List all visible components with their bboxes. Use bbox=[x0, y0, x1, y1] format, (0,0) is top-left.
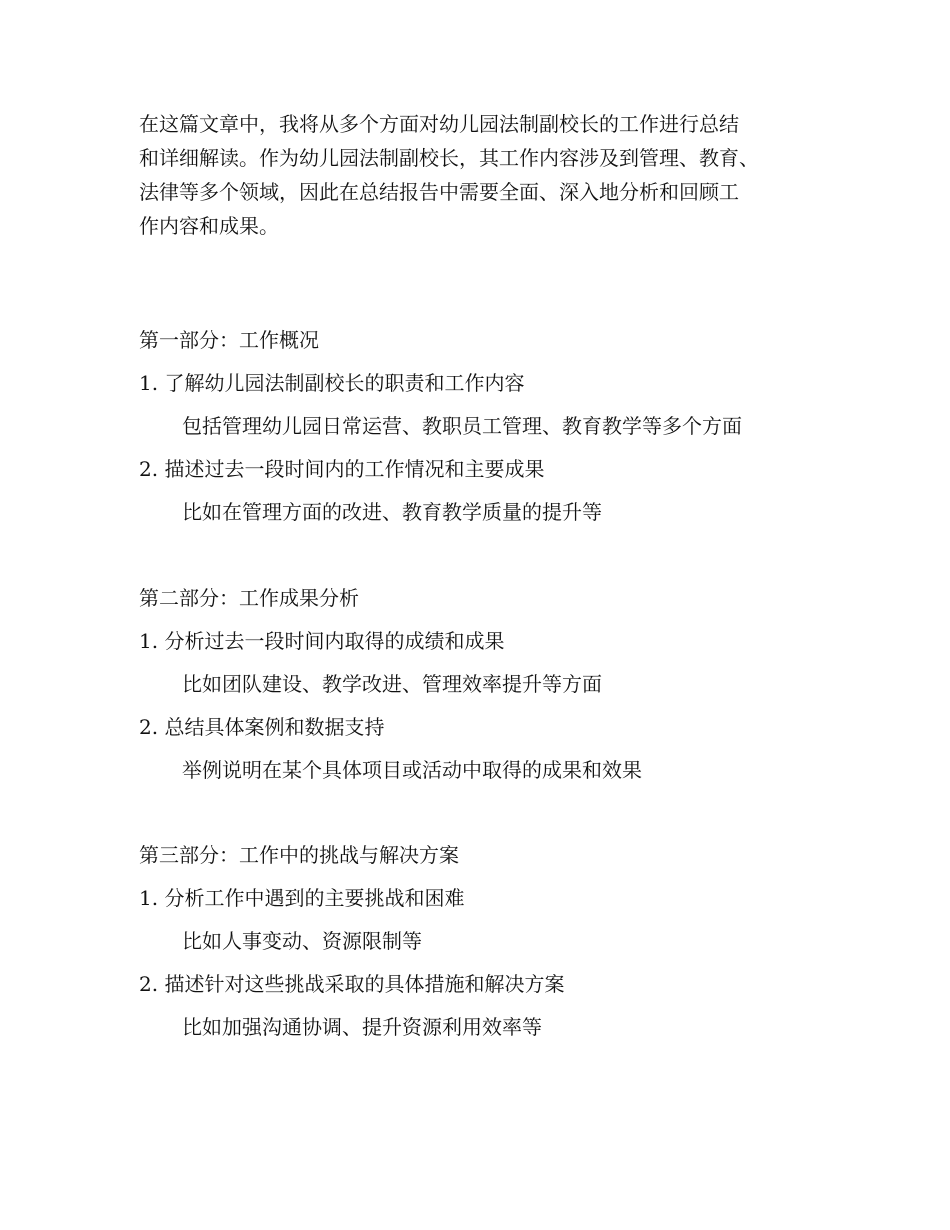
section-heading: 第二部分：工作成果分析 bbox=[139, 586, 359, 610]
list-item-detail: 比如人事变动、资源限制等 bbox=[182, 929, 422, 953]
list-item-title: 2. 描述针对这些挑战采取的具体措施和解决方案 bbox=[139, 972, 565, 996]
list-item-detail: 比如加强沟通协调、提升资源利用效率等 bbox=[182, 1015, 542, 1039]
list-item-detail: 比如团队建设、教学改进、管理效率提升等方面 bbox=[182, 672, 602, 696]
intro-paragraph bbox=[139, 107, 839, 243]
section-heading: 第一部分：工作概况 bbox=[139, 328, 319, 352]
list-item-title: 1. 分析过去一段时间内取得的成绩和成果 bbox=[139, 629, 505, 653]
list-item-title: 1. 分析工作中遇到的主要挑战和困难 bbox=[139, 886, 465, 910]
section-heading: 第三部分：工作中的挑战与解决方案 bbox=[139, 843, 459, 867]
list-item-detail: 比如在管理方面的改进、教育教学质量的提升等 bbox=[182, 500, 602, 524]
list-item-detail: 举例说明在某个具体项目或活动中取得的成果和效果 bbox=[182, 758, 642, 782]
intro-line: 作内容和成果。 bbox=[139, 214, 279, 238]
section-work-overview bbox=[139, 319, 839, 534]
intro-line: 和详细解读。作为幼儿园法制副校长，其工作内容涉及到管理、教育、 bbox=[139, 146, 759, 170]
section-challenges-solutions bbox=[139, 834, 839, 1049]
list-item-title: 2. 描述过去一段时间内的工作情况和主要成果 bbox=[139, 457, 545, 481]
list-item-title: 2. 总结具体案例和数据支持 bbox=[139, 715, 385, 739]
list-item-detail: 包括管理幼儿园日常运营、教职员工管理、教育教学等多个方面 bbox=[182, 414, 742, 438]
section-results-analysis bbox=[139, 577, 839, 792]
list-item-title: 1. 了解幼儿园法制副校长的职责和工作内容 bbox=[139, 371, 525, 395]
intro-line: 法律等多个领域，因此在总结报告中需要全面、深入地分析和回顾工 bbox=[139, 180, 739, 204]
intro-line: 在这篇文章中，我将从多个方面对幼儿园法制副校长的工作进行总结 bbox=[139, 112, 739, 136]
